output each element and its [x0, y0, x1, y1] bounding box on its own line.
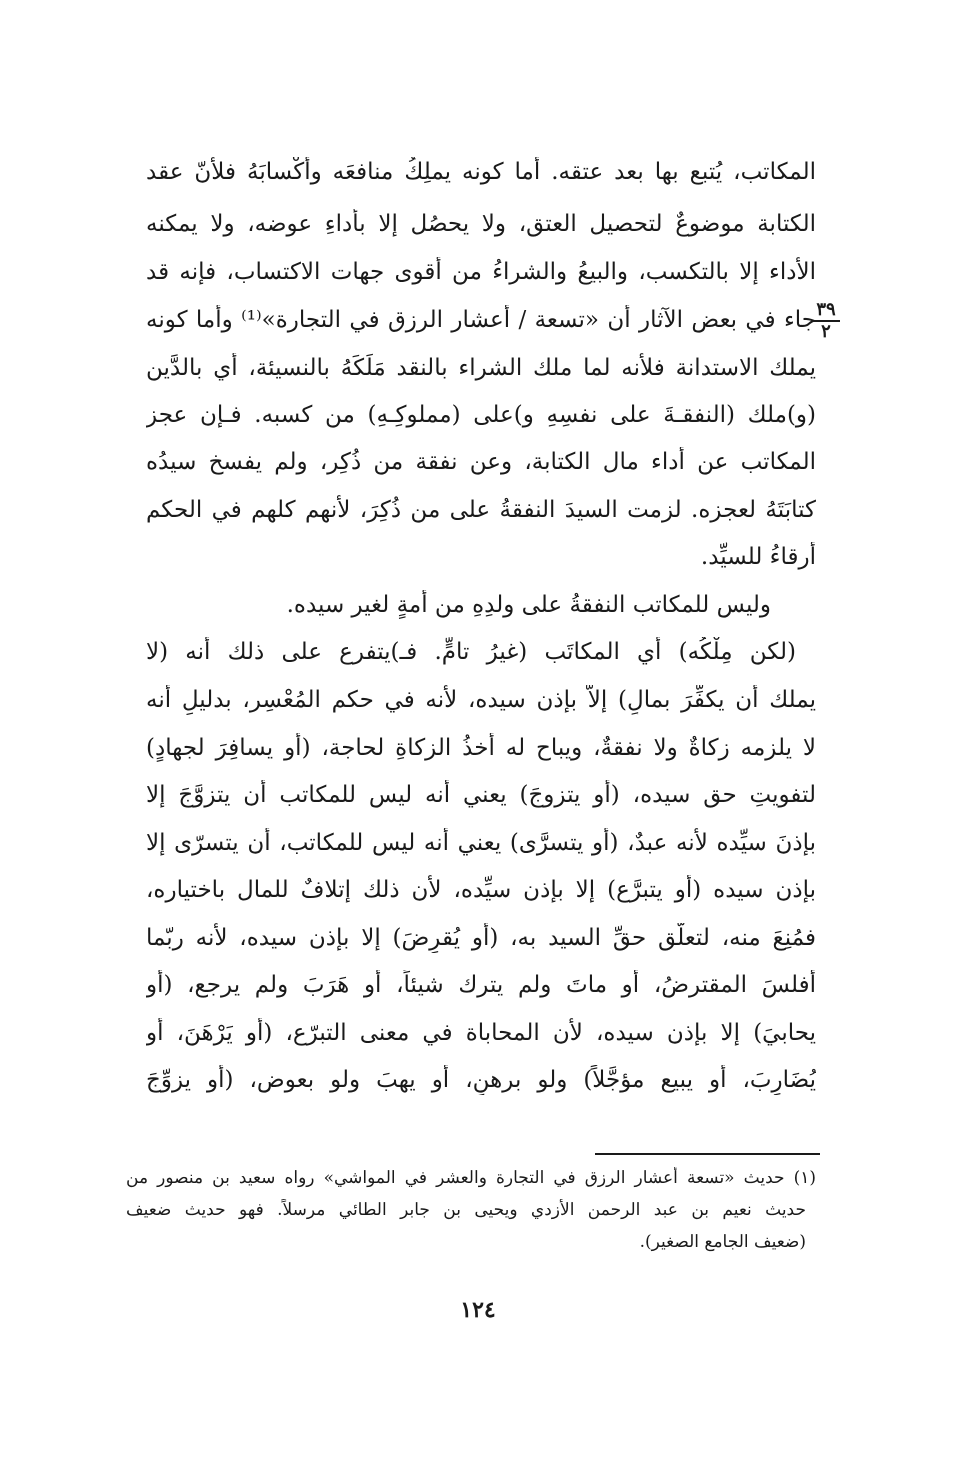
body-line: جاء في بعض الآثار أن «تسعة / أعشار الرزق في التجارة»⁽¹⁾ وأما كونه [146, 307, 816, 333]
body-line: بإذنَ سيِّده لأنه عبدٌ، (أو يتسرَّى) يعني أنه ليس للمكاتب، أن يتسرّى إلا [146, 830, 816, 856]
body-line: (لكن مِلْكُه) أي المكاتَب (غيرُ تامٍّ. فـ)يتفرع على ذلك أنه (لا [146, 639, 796, 665]
body-line: يُضَارِبَ، أو يبيع مؤجَّلاً) ولو برهنٍ، أو يهبَ ولو بعوضٍ، (أو يزوِّجَ [146, 1067, 816, 1093]
body-line: أرقاءُ للسيِّد. [700, 544, 816, 570]
body-line: لتفويتِ حق سيده، (أو يتزوجَ) يعني أنه ليس للمكاتب أن يتزوَّجَ إلا [146, 782, 816, 808]
body-line: بإذن سيده (أو يتبرَّع) إلا بإذن سيِّده، لأن ذلك إتلافٌ للمال باختياره، [146, 877, 816, 903]
body-line: يحابيَ) إلا بإذن سيده، لأن المحاباة في معنى التبرّع، (أو يَرْهَنَ، أو [146, 1020, 816, 1046]
body-line: الكتابة موضوعٌ لتحصيل العتق، ولا يحصُل إلا بأداءِ عوضه، ولا يمكنه [146, 211, 816, 237]
footnote-line: (١) حديث «تسعة أعشار الرزق في التجارة والعشر في المواشي» رواه سعيد بن منصور من [126, 1168, 816, 1188]
page-number: ١٢٤ [460, 1297, 496, 1323]
body-line: فمُنِعَ منه، لتعلُّق حقِّ السيد به، (أو يُقرِضَ) إلا بإذن سيده، لأنه ربّما [146, 925, 816, 951]
body-line: لا يلزمه زكاةٌ ولا نفقةٌ، ويباح له أخذُ الزكاةِ لحاجة، (أو يسافِرَ لجهادٍ) [146, 735, 816, 761]
body-line: أفلسَ المقترضُ، أو ماتَ ولم يترك شيئاً، أو هَرَبَ ولم يرجع، (أو [146, 972, 816, 998]
margin-reference-top: ٣٩ [812, 301, 840, 322]
body-line: الأداء إلا بالتكسب، والبيعُ والشراءُ من أقوى جهات الاكتساب، فإنه قد [146, 259, 816, 285]
body-line: (و)ملك (النفقـةَ على نفسِهِ و)على (مملوكِـهِ) من كسبه. فـإن عجز [146, 402, 816, 428]
margin-page-reference [812, 301, 840, 341]
body-line: المكاتب، يُتبع بها بعد عتقه. أما كونه يملِكُ منافعَه وأكْسابَهُ فلأنّ عقد [146, 159, 816, 185]
body-line: يملك أن يكفِّرَ بمالٍ) إلاّ بإذن سيده، لأنه في حكم المُعْسِر، بدليلِ أنه [146, 687, 816, 713]
footnote-divider [595, 1153, 820, 1155]
body-line: وليس للمكاتب النفقةُ على ولدِهِ من أمةٍ لغير سيده. [286, 592, 771, 618]
body-line: المكاتب عن أداء مال الكتابة، وعن نفقة من ذُكِر، ولم يفسخ سيدُه [146, 449, 816, 475]
body-line: يملك الاستدانة فلأنه لما ملك الشراء بالنقد مَلَكَهُ بالنسيئة، أي بالدَّين [146, 355, 816, 381]
footnote-line: حديث نعيم بن عبد الرحمن الأزدي ويحيى بن جابر الطائي مرسلاً. فهو حديث ضعيف [126, 1200, 806, 1220]
margin-reference-bottom: ٢ [821, 321, 831, 342]
body-line: كتابَتَهُ لعجزه. لزمت السيدَ النفقةُ على من ذُكِرَ، لأنهم كلهم في الحكم [146, 497, 816, 523]
footnote-line: (ضعيف الجامع الصغير). [639, 1232, 806, 1252]
